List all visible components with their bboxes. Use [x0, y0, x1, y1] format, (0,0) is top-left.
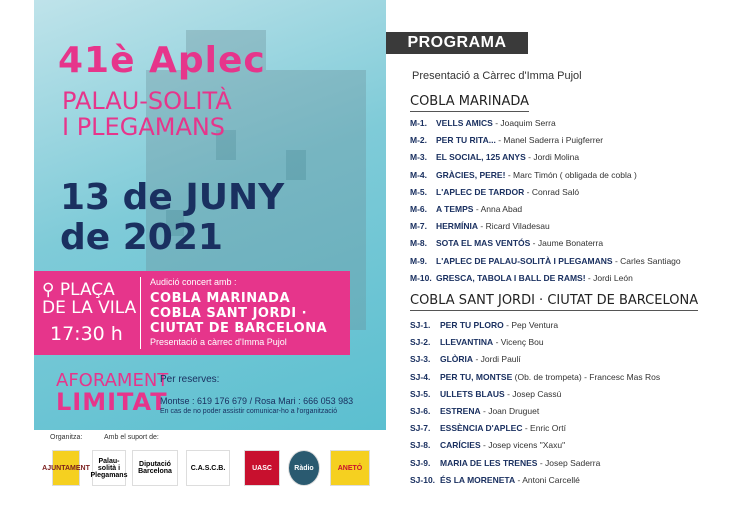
- item-song: L'APLEC DE TARDOR: [436, 186, 525, 197]
- item-song: CARÍCIES: [440, 440, 481, 451]
- item-code: M-2.: [410, 135, 427, 146]
- program-item: [410, 440, 565, 450]
- item-code: M-10.: [410, 272, 432, 283]
- item-author: - Carles Santiago: [614, 255, 681, 266]
- program-item: [410, 458, 600, 468]
- diputacio-logo: Diputació Barcelona: [132, 450, 178, 486]
- item-code: SJ-1.: [410, 320, 431, 330]
- item-author: - Joan Druguet: [483, 406, 540, 416]
- poster-date: [60, 178, 284, 258]
- item-code: M-1.: [410, 118, 427, 128]
- item-author: - Josep vicens "Xaxu": [483, 440, 566, 451]
- item-song: PER TU PLORO: [440, 320, 504, 330]
- item-code: SJ-7.: [410, 423, 431, 434]
- item-author: - Jordi León: [587, 272, 633, 283]
- item-author: - Marc Timón ( obligada de cobla ): [507, 169, 637, 180]
- map-pin-icon: ⚲: [42, 280, 55, 300]
- item-code: SJ-3.: [410, 354, 431, 365]
- organiza-label: Organitza:: [50, 434, 83, 441]
- cascb-logo: C.A.S.C.B.: [186, 450, 230, 486]
- item-song: ESSÈNCIA D'APLEC: [440, 423, 523, 434]
- capacity-line-2: LIMITAT: [56, 388, 168, 416]
- item-song: L'APLEC DE PALAU-SOLITÀ I PLEGAMANS: [436, 255, 613, 266]
- item-code: M-9.: [410, 255, 427, 266]
- program-heading: PROGRAMA: [386, 32, 528, 54]
- town-line-1: PALAU-SOLITÀ: [62, 87, 232, 115]
- location-line-1: PLAÇA: [59, 280, 115, 300]
- date-line-1: 13 de JUNY: [60, 177, 285, 218]
- item-song: GRÀCIES, PERE!: [436, 169, 506, 180]
- item-song: ESTRENA: [440, 406, 481, 416]
- program-item: [410, 238, 603, 248]
- item-author: - Manel Saderra i Puigferrer: [498, 135, 604, 146]
- divider: [140, 277, 141, 349]
- program-item: [410, 221, 550, 231]
- aneto-logo: ANETÓ: [330, 450, 370, 486]
- item-author: - Joaquim Serra: [495, 118, 556, 128]
- cobla-1: COBLA MARINADA: [150, 291, 291, 306]
- item-song: GLÒRIA: [440, 354, 474, 365]
- audition-label: Audició concert amb :: [150, 277, 237, 287]
- item-code: SJ-8.: [410, 440, 431, 451]
- item-song: LLEVANTINA: [440, 337, 494, 348]
- item-author: - Conrad Saló: [526, 186, 580, 197]
- program-presenter: Presentació a Càrrec d'Imma Pujol: [412, 70, 582, 82]
- reserves-label: Per reserves:: [160, 374, 220, 385]
- poster-presenter: Presentació a càrrec d'Imma Pujol: [150, 337, 287, 347]
- program-item: [410, 389, 561, 399]
- program-item: [410, 256, 681, 266]
- item-author: - Enric Ortí: [524, 423, 566, 434]
- item-author: - Anna Abad: [475, 204, 523, 214]
- item-song: PER TU, MONTSE: [440, 371, 513, 382]
- town-logo: Palau-solità i Plegamans: [92, 450, 126, 486]
- item-code: SJ-6.: [410, 406, 431, 416]
- radio-logo: Ràdio: [288, 450, 320, 486]
- reserves-note: En cas de no poder assistir comunicar-ho a l'organització: [160, 408, 338, 415]
- item-author: (Ob. de trompeta) - Francesc Mas Ros: [514, 371, 661, 382]
- item-code: SJ-2.: [410, 337, 431, 348]
- reserves-phones: Montse : 619 176 679 / Rosa Mari : 666 053 983: [160, 396, 354, 406]
- event-time: 17:30 h: [50, 323, 123, 345]
- program-item: [410, 320, 558, 330]
- item-code: SJ-9.: [410, 457, 431, 468]
- program-item: [410, 372, 660, 382]
- item-author: - Jordi Paulí: [475, 354, 521, 365]
- organizer-logo: AJUNTAMENT: [52, 450, 80, 486]
- program-item: [410, 354, 521, 364]
- item-song: EL SOCIAL, 125 ANYS: [436, 152, 526, 163]
- item-code: M-5.: [410, 186, 427, 197]
- item-code: SJ-10.: [410, 474, 436, 485]
- item-song: MARIA DE LES TRENES: [440, 457, 538, 468]
- date-line-2: de 2021: [60, 217, 223, 258]
- item-song: VELLS AMICS: [436, 118, 493, 128]
- item-code: M-8.: [410, 238, 427, 249]
- item-author: - Vicenç Bou: [495, 337, 544, 348]
- item-code: M-3.: [410, 152, 427, 163]
- item-author: - Ricard Viladesau: [480, 221, 550, 232]
- capacity-line-1: AFORAMENT: [56, 370, 169, 391]
- item-song: SOTA EL MAS VENTÓS: [436, 238, 531, 249]
- item-song: ÉS LA MORENETA: [440, 474, 516, 485]
- program-item: [410, 337, 544, 347]
- program-item: [410, 475, 580, 485]
- item-song: PER TU RITA...: [436, 135, 496, 146]
- item-code: M-7.: [410, 221, 427, 232]
- event-details-banner: [34, 271, 350, 355]
- item-code: M-4.: [410, 169, 427, 180]
- item-code: SJ-5.: [410, 388, 431, 399]
- item-author: - Josep Cassú: [507, 388, 562, 399]
- town-line-2: I PLEGAMANS: [62, 113, 226, 141]
- item-author: - Pep Ventura: [506, 320, 559, 330]
- item-author: - Jordi Molina: [528, 152, 580, 163]
- uasc-logo: UASC: [244, 450, 280, 486]
- program-item: [410, 170, 637, 180]
- poster-town: [62, 88, 232, 140]
- program-item: [410, 118, 556, 128]
- item-song: GRESCA, TABOLA I BALL DE RAMS!: [436, 272, 586, 283]
- item-code: SJ-4.: [410, 371, 431, 382]
- program-item: [410, 187, 579, 197]
- program-item: [410, 135, 603, 145]
- cobla-2b: CIUTAT DE BARCELONA: [150, 321, 328, 336]
- item-author: - Jaume Bonaterra: [532, 238, 604, 249]
- event-poster: [34, 0, 386, 430]
- location-line-2: DE LA VILA: [42, 298, 137, 318]
- item-song: A TEMPS: [436, 204, 474, 214]
- location: [42, 281, 136, 317]
- item-author: - Josep Saderra: [539, 457, 601, 468]
- cobla-2: COBLA SANT JORDI ·: [150, 306, 308, 321]
- program-item: [410, 273, 633, 283]
- item-code: M-6.: [410, 204, 427, 214]
- program-item: [410, 204, 522, 214]
- program-item: [410, 423, 566, 433]
- item-author: - Antoni Carcellé: [517, 474, 580, 485]
- item-song: ULLETS BLAUS: [440, 388, 505, 399]
- program-item: [410, 406, 539, 416]
- program-item: [410, 152, 579, 162]
- item-song: HERMÍNIA: [436, 221, 479, 232]
- support-label: Amb el suport de:: [104, 434, 159, 441]
- section-cobla-marinada: COBLA MARINADA: [410, 94, 529, 112]
- section-cobla-sant-jordi: COBLA SANT JORDI · CIUTAT DE BARCELONA: [410, 293, 698, 311]
- poster-title: 41è Aplec: [58, 40, 266, 81]
